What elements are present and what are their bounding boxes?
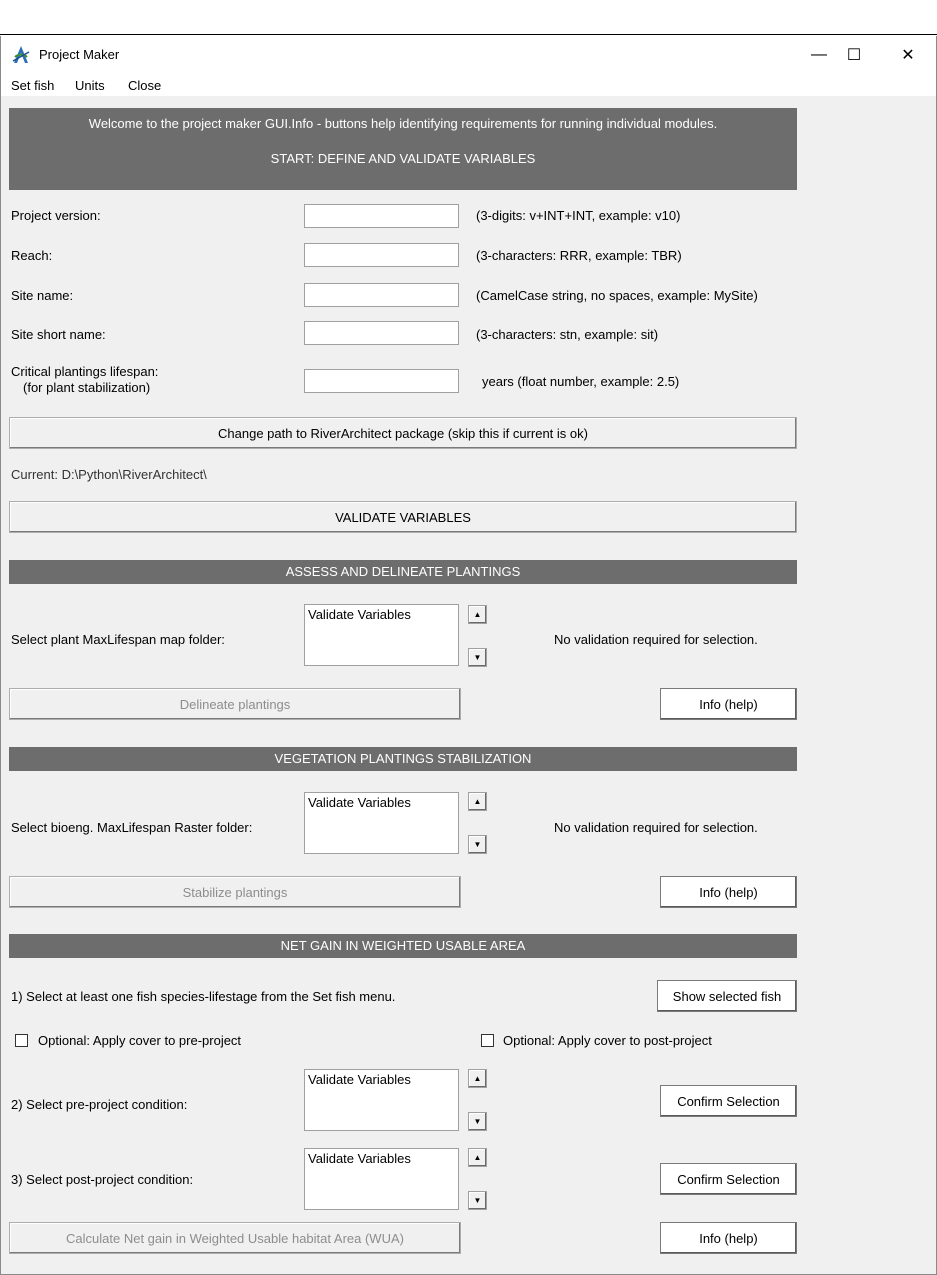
project-maker-window [0, 36, 937, 1275]
scroll-up-icon[interactable]: ▲ [468, 1148, 487, 1167]
site-short-name-hint: (3-characters: stn, example: sit) [476, 327, 659, 342]
cover-post-checkbox[interactable] [481, 1034, 494, 1047]
show-selected-fish-button[interactable]: Show selected fish [657, 980, 797, 1012]
site-name-hint: (CamelCase string, no spaces, example: MySite) [476, 288, 758, 303]
screen-top-bar [0, 0, 937, 35]
list-item[interactable]: Validate Variables [308, 1072, 411, 1087]
scroll-down-icon[interactable]: ▼ [468, 1112, 487, 1131]
title-bar[interactable] [1, 36, 936, 74]
validate-variables-button[interactable]: VALIDATE VARIABLES [9, 501, 797, 533]
stabilization-folder-list[interactable] [304, 792, 459, 854]
scroll-down-icon[interactable]: ▼ [468, 835, 487, 854]
stabilization-header: VEGETATION PLANTINGS STABILIZATION [9, 747, 797, 771]
lifespan-input[interactable] [304, 369, 459, 393]
lifespan-label: Critical plantings lifespan: [11, 364, 159, 379]
delineate-plantings-button[interactable]: Delineate plantings [9, 688, 461, 720]
plantings-scrollbar[interactable] [468, 605, 487, 667]
plantings-info-button[interactable]: Info (help) [660, 688, 797, 720]
site-name-label: Site name: [11, 288, 74, 303]
cover-pre-checkbox[interactable] [15, 1034, 28, 1047]
close-icon[interactable]: ✕ [901, 47, 915, 64]
confirm-pre-project-button[interactable]: Confirm Selection [660, 1085, 797, 1117]
plantings-select-label: Select plant MaxLifespan map folder: [11, 632, 225, 647]
stabilize-plantings-button[interactable]: Stabilize plantings [9, 876, 461, 908]
list-item[interactable]: Validate Variables [308, 607, 411, 622]
list-item[interactable]: Validate Variables [308, 1151, 411, 1166]
pre-project-scrollbar[interactable] [468, 1069, 487, 1131]
start-heading: START: DEFINE AND VALIDATE VARIABLES [270, 151, 536, 166]
app-icon [11, 45, 31, 65]
confirm-post-project-button[interactable]: Confirm Selection [660, 1163, 797, 1195]
current-path-text: Current: D:\Python\RiverArchitect\ [11, 467, 207, 482]
menu-units[interactable]: Units [75, 78, 105, 93]
cover-post-label: Optional: Apply cover to post-project [503, 1033, 712, 1048]
pre-project-list[interactable] [304, 1069, 459, 1131]
scroll-down-icon[interactable]: ▼ [468, 1191, 487, 1210]
reach-hint: (3-characters: RRR, example: TBR) [476, 248, 682, 263]
stabilization-status: No validation required for selection. [554, 820, 758, 835]
scroll-up-icon[interactable]: ▲ [468, 1069, 487, 1088]
site-short-name-label: Site short name: [11, 327, 106, 342]
minimize-icon[interactable]: — [811, 46, 827, 63]
plantings-status: No validation required for selection. [554, 632, 758, 647]
calculate-wua-button[interactable]: Calculate Net gain in Weighted Usable habitat Area (WUA) [9, 1222, 461, 1254]
stabilization-info-button[interactable]: Info (help) [660, 876, 797, 908]
project-version-hint: (3-digits: v+INT+INT, example: v10) [476, 208, 681, 223]
project-version-input[interactable] [304, 204, 459, 228]
scroll-down-icon[interactable]: ▼ [468, 648, 487, 667]
wua-header: NET GAIN IN WEIGHTED USABLE AREA [9, 934, 797, 958]
reach-input[interactable] [304, 243, 459, 267]
lifespan-hint: years (float number, example: 2.5) [482, 374, 680, 389]
change-path-button[interactable]: Change path to RiverArchitect package (skip this if current is ok) [9, 417, 797, 449]
welcome-banner [9, 108, 797, 190]
menu-set-fish[interactable]: Set fish [11, 78, 55, 93]
stabilization-select-label: Select bioeng. MaxLifespan Raster folder: [11, 820, 253, 835]
wua-step3-text: 3) Select post-project condition: [11, 1172, 194, 1187]
project-version-label: Project version: [11, 208, 101, 223]
list-item[interactable]: Validate Variables [308, 795, 411, 810]
site-short-name-input[interactable] [304, 321, 459, 345]
maximize-icon[interactable]: ☐ [846, 47, 862, 64]
site-name-input[interactable] [304, 283, 459, 307]
wua-step1-text: 1) Select at least one fish species-lifestage from the Set fish menu. [11, 989, 396, 1004]
wua-info-button[interactable]: Info (help) [660, 1222, 797, 1254]
stabilization-scrollbar[interactable] [468, 792, 487, 854]
menu-bar [1, 74, 936, 96]
menu-close[interactable]: Close [128, 78, 162, 93]
scroll-up-icon[interactable]: ▲ [468, 605, 487, 624]
window-title: Project Maker [39, 47, 120, 62]
wua-step2-text: 2) Select pre-project condition: [11, 1097, 188, 1112]
lifespan-sublabel: (for plant stabilization) [23, 380, 151, 395]
welcome-text: Welcome to the project maker GUI.Info - buttons help identifying requirements for running individual modules. [88, 116, 718, 131]
reach-label: Reach: [11, 248, 53, 263]
cover-pre-label: Optional: Apply cover to pre-project [38, 1033, 242, 1048]
scroll-up-icon[interactable]: ▲ [468, 792, 487, 811]
plantings-header: ASSESS AND DELINEATE PLANTINGS [9, 560, 797, 584]
plantings-folder-list[interactable] [304, 604, 459, 666]
post-project-list[interactable] [304, 1148, 459, 1210]
post-project-scrollbar[interactable] [468, 1148, 487, 1210]
